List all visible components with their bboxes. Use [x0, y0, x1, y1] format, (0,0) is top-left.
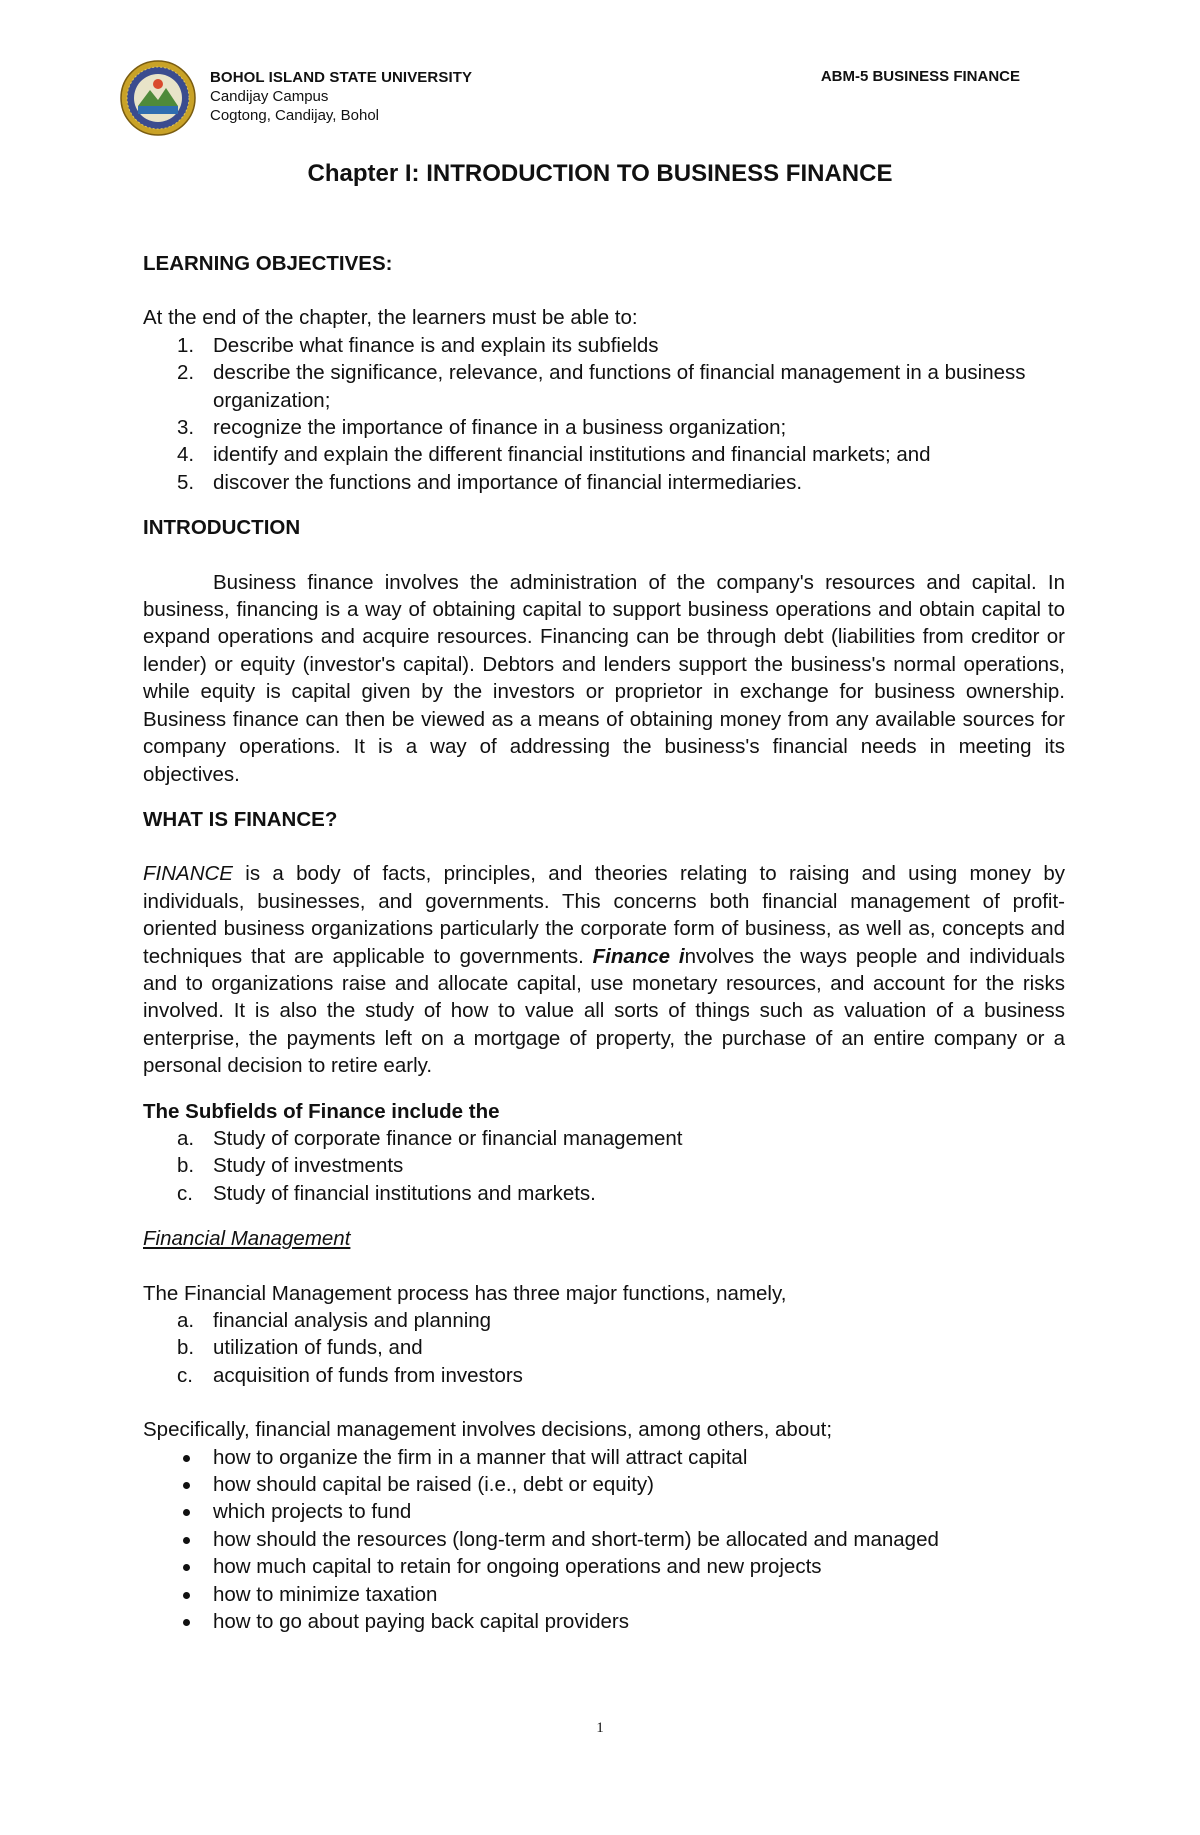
list-item: 2. describe the significance, relevance, and functions of financial management in a business organization;: [177, 361, 1026, 412]
university-info: [210, 68, 472, 125]
functions-list: [143, 1307, 1065, 1389]
financial-management-heading: Financial Management: [143, 1227, 351, 1251]
bullet-icon: [183, 1592, 190, 1599]
list-item: a. Study of corporate finance or financial management: [177, 1126, 683, 1150]
chapter-title: Chapter I: INTRODUCTION TO BUSINESS FINANCE: [307, 160, 893, 187]
finance-term-emphasis: Finance i: [592, 944, 685, 968]
list-item: b. Study of investments: [177, 1154, 404, 1178]
list-item: 5. discover the functions and importance of financial intermediaries.: [177, 470, 803, 494]
campus-address: Cogtong, Candijay, Bohol: [210, 107, 379, 124]
introduction-paragraph: Business finance involves the administration of the company's resources and capital. In business, financing is a way of obtaining capital to support business operations and obtain capital to expand operations and acquire resources. Financing can be through debt (liabilities from creditor or lender) or equity (investor's capital). Debtors and lenders support the business's normal operations, while equity is capital given by the investors or proprietor in exchange for business ownership. Business finance can then be viewed as a means of obtaining money from any available sources for company operations. It is a way of addressing the business's financial needs in meeting its objectives.: [143, 570, 1065, 786]
university-seal-logo: [120, 60, 196, 136]
bullet-icon: [183, 1564, 190, 1571]
what-is-finance-heading: WHAT IS FINANCE?: [143, 807, 338, 831]
objectives-list: [143, 332, 1065, 496]
bullet-icon: [183, 1482, 190, 1489]
list-item: how should capital be raised (i.e., debt or equity): [143, 1471, 1065, 1498]
finance-term: FINANCE: [143, 862, 233, 886]
page-number: 1: [596, 1720, 604, 1736]
course-title: ABM-5 BUSINESS FINANCE: [820, 68, 1020, 85]
list-item: how should the resources (long-term and short-term) be allocated and managed: [143, 1526, 1065, 1553]
subfields-list: [143, 1125, 1065, 1207]
list-item: how to organize the firm in a manner that will attract capital: [143, 1444, 1065, 1471]
campus-name: Candijay Campus: [210, 88, 329, 105]
list-item: c. acquisition of funds from investors: [177, 1363, 523, 1387]
list-item: how to go about paying back capital providers: [143, 1608, 1065, 1635]
list-item: 1. Describe what finance is and explain its subfields: [177, 333, 659, 357]
list-item: 3. recognize the importance of finance in a business organization;: [177, 416, 787, 440]
document-body: [143, 250, 1065, 1635]
page-header: [120, 54, 1020, 154]
bullet-icon: [183, 1619, 190, 1626]
introduction-heading: INTRODUCTION: [143, 516, 301, 540]
list-item: a. financial analysis and planning: [177, 1309, 492, 1332]
university-name: BOHOL ISLAND STATE UNIVERSITY: [210, 69, 473, 86]
bullet-icon: [183, 1455, 190, 1462]
list-item: which projects to fund: [143, 1498, 1065, 1525]
list-item: c. Study of financial institutions and markets.: [177, 1181, 596, 1205]
subfields-heading: The Subfields of Finance include the: [143, 1099, 500, 1123]
finance-definition-paragraph: FINANCE is a body of facts, principles, and theories relating to raising and using money by individuals, businesses, and governments. This concerns both financial management of profit-oriented business organizations particularly the corporate form of business, as well as, concepts and techniques that are applicable to governments. Finance involves the ways people and individuals and to organizations raise and allocate capital, use monetary resources, and account for the risks involved. It is also the study of how to value all sorts of things such as valuation of a business enterprise, the payments left on a mortgage of property, the purchase of an entire company or a personal decision to retire early.: [143, 862, 1065, 1078]
list-item: b. utilization of funds, and: [177, 1336, 423, 1360]
financial-management-intro: The Financial Management process has three major functions, namely,: [143, 1281, 787, 1305]
learning-objectives-heading: LEARNING OBJECTIVES:: [143, 252, 393, 275]
list-item: 4. identify and explain the different financial institutions and financial markets; and: [177, 443, 931, 467]
list-item: how to minimize taxation: [143, 1581, 1065, 1608]
bullet-icon: [183, 1537, 190, 1544]
list-item: how much capital to retain for ongoing operations and new projects: [143, 1553, 1065, 1580]
decisions-intro: Specifically, financial management involves decisions, among others, about;: [143, 1418, 833, 1442]
decisions-list: [143, 1444, 1065, 1636]
objectives-intro: At the end of the chapter, the learners must be able to:: [143, 306, 638, 330]
bullet-icon: [183, 1509, 190, 1516]
